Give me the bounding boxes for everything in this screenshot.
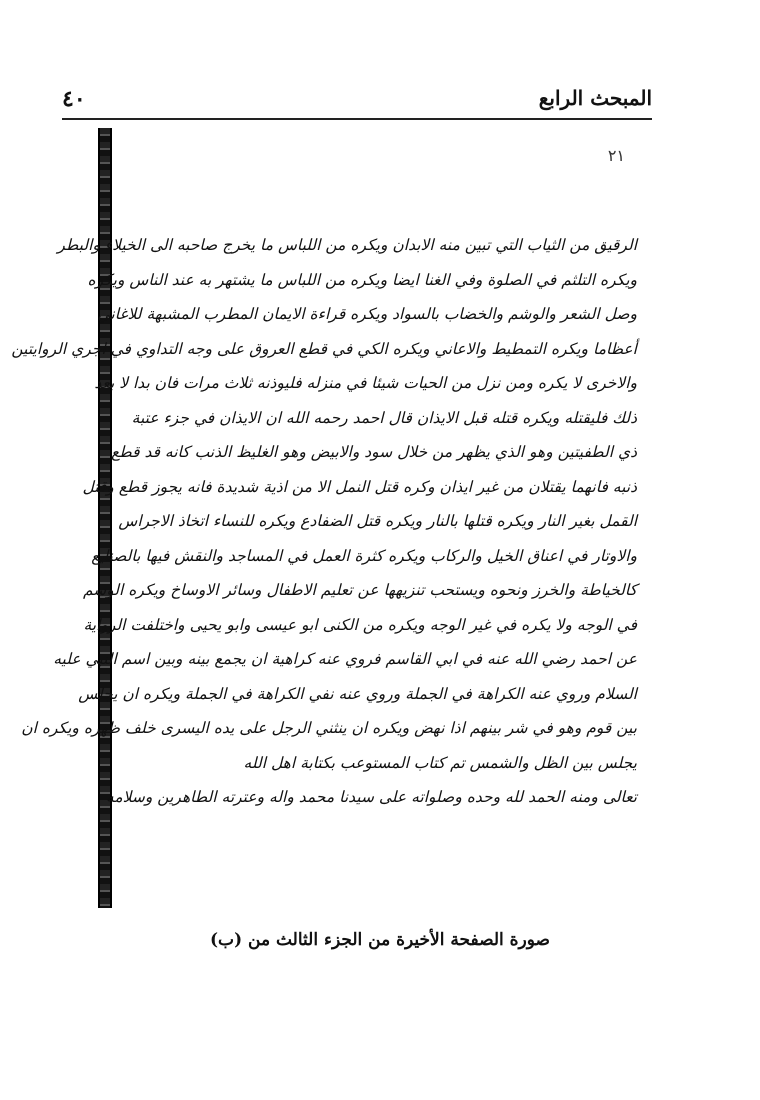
manuscript-line: وصل الشعر والوشم والخضاب بالسواد ويكره قراءة الايمان المطرب المشبهة للاغاني bbox=[97, 305, 637, 323]
manuscript-line: والاخرى لا يكره ومن نزل من الحيات شيئا في منزله فليوذنه ثلاث مرات فان بدا لا بعد bbox=[94, 374, 637, 392]
manuscript-line: كالخياطة والخرز ونحوه ويستحب تنزيهها عن تعليم الاطفال وسائر الاوساخ ويكره الوسم bbox=[82, 581, 637, 599]
manuscript-text bbox=[11, 228, 637, 815]
manuscript-line: أعظاما ويكره التمطيط والاعاني ويكره الكي في قطع العروق على وجه التداوي في اجري الروايتين bbox=[11, 339, 637, 358]
margin-marks: ۲۱ bbox=[607, 146, 625, 165]
manuscript-line: والاوتار في اعناق الخيل والركاب ويكره كثرة العمل في المساجد والنقش فيها بالصنايع bbox=[91, 546, 637, 565]
manuscript-line: ذي الطفيتين وهو الذي يظهر من خلال سود والابيض وهو الغليظ الذنب كانه قد قطع bbox=[111, 443, 637, 461]
header-rule bbox=[62, 118, 652, 120]
manuscript-line: ذنبه فانهما يقتلان من غير ايذان وكره قتل النمل الا من اذية شديدة فانه يجوز قطع وقتل bbox=[82, 477, 637, 496]
page-header bbox=[62, 84, 652, 118]
page-number: ٤٠ bbox=[62, 86, 86, 112]
manuscript-line: يجلس بين الظل والشمس تم كتاب المستوعب بكتابة اهل الله bbox=[243, 753, 637, 772]
manuscript-line: ويكره التلثم في الصلوة وفي الغنا ايضا ويكره من اللباس ما يشتهر به عند الناس ويكره bbox=[87, 270, 637, 289]
manuscript-image bbox=[11, 128, 643, 908]
manuscript-line: الرقيق من الثياب التي تبين منه الابدان ويكره من اللباس ما يخرج صاحبه الى الخيلاء والبطر bbox=[57, 236, 637, 254]
figure-caption: صورة الصفحة الأخيرة من الجزء الثالث من (ب) bbox=[210, 930, 550, 950]
manuscript-line: في الوجه ولا يكره في غير الوجه ويكره من الكنى ابو عيسى وابو يحيى واختلفت الرواية bbox=[83, 615, 637, 634]
manuscript-line: القمل بغير النار ويكره قتلها بالنار ويكره قتل الضفادع ويكره للنساء اتخاذ الاجراس bbox=[118, 512, 637, 530]
manuscript-line: تعالى ومنه الحمد لله وحده وصلواته على سيدنا محمد واله وعترته الطاهرين وسلامه bbox=[106, 788, 637, 806]
manuscript-line: ذلك فليقتله ويكره قتله قبل الايذان قال احمد رحمه الله ان الايذان في جزء عتبة bbox=[131, 408, 637, 427]
manuscript-line: بين قوم وهو في شر بينهم اذا نهض ويكره ان ينثني الرجل على يده اليسرى خلف ظهره ويكره ان bbox=[21, 719, 637, 737]
section-title: المبحث الرابع bbox=[538, 86, 652, 110]
manuscript-line: عن احمد رضي الله عنه في ابي القاسم فروي عنه كراهية ان يجمع بينه وبين اسم النبي عليه bbox=[53, 650, 637, 668]
manuscript-line: السلام وروي عنه الكراهة في الجملة وروي عنه نفي الكراهة في الجملة ويكره ان يجلس bbox=[78, 684, 637, 703]
